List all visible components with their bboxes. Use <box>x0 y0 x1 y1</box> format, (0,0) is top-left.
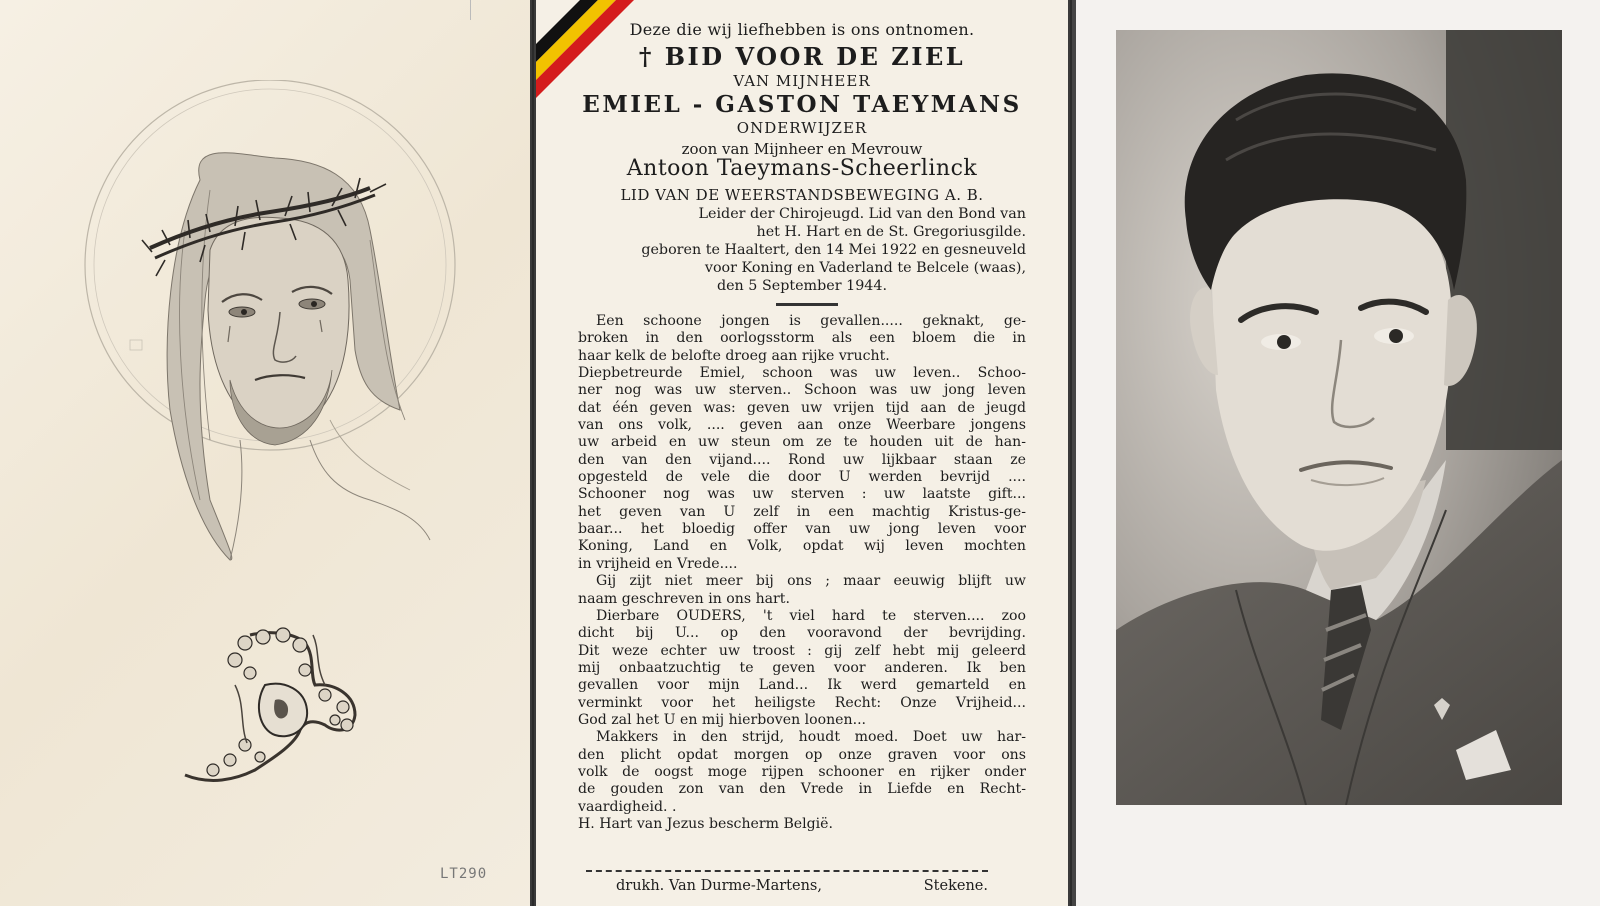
eulogy-line: Makkers in den strijd, houdt moed. Doet uw har- <box>596 729 1026 746</box>
eulogy-line: opgesteld de vele die door U werden bevrijd .... <box>578 469 1026 486</box>
eulogy-line: broken in den oorlogsstorm als een bloem die in <box>578 330 1026 347</box>
bio-line: den 5 September 1944. <box>716 278 888 294</box>
eulogy-line: in vrijheid en Vrede.... <box>578 555 738 572</box>
eulogy-line: Schooner nog was uw sterven : uw laatste gift... <box>578 486 1026 503</box>
printer-city: Stekene. <box>923 878 988 894</box>
printer-name: drukh. Van Durme-Martens, <box>616 878 822 894</box>
eulogy-line: den van den vijand.... Rond uw lijkbaar staan ze <box>578 451 1026 468</box>
young-man-portrait <box>1116 30 1562 805</box>
son-of-line: zoon van Mijnheer en Mevrouw <box>681 140 923 158</box>
eulogy-line: dat één geven was: geven uw vrijen tijd aan de jeugd <box>578 399 1026 416</box>
eulogy-line: het geven van U zelf in een machtig Kristus-ge- <box>578 503 1026 520</box>
deceased-name: EMIEL - GASTON TAEYMANS <box>582 91 1022 118</box>
eulogy-text <box>578 313 1026 833</box>
prayer-heading: † BID VOOR DE ZIEL <box>638 42 966 71</box>
eulogy-line: vaardigheid. . <box>578 798 677 815</box>
eulogy-line: ner nog was uw sterven.. Schoon was uw jong leven <box>578 382 1026 399</box>
portrait-photograph <box>1116 30 1562 805</box>
memorial-text-panel <box>534 0 1070 906</box>
motto-line: Deze die wij liefhebben is ons ontnomen. <box>629 20 975 39</box>
eulogy-line: baar... het bloedig offer van uw jong leven voor <box>578 521 1026 538</box>
eulogy-line: van ons volk, .... geven aan onze Weerbare jongens <box>578 417 1026 434</box>
eulogy-line: Dierbare OUDERS, 't viel hard te sterven.... zoo <box>596 607 1026 624</box>
bio-line: het H. Hart en de St. Gregoriusgilde. <box>756 224 1026 240</box>
eulogy-line: uw arbeid en uw steun om ze te houden uit de han- <box>578 434 1026 451</box>
eulogy-line: volk de oogst moge rijpen schooner en rijker onder <box>578 763 1026 780</box>
resistance-membership: LID VAN DE WEERSTANDSBEWEGING A. B. <box>620 186 984 204</box>
portrait-photo-card <box>1072 0 1600 906</box>
eulogy-line: mij onbaatzuchtig te geven voor anderen. Ik ben <box>578 659 1026 676</box>
eulogy-line: dicht bij U... op den vooravond der bevrijding. <box>578 625 1026 642</box>
eulogy-line: Een schoone jongen is gevallen..... geknakt, ge- <box>596 313 1026 329</box>
dashed-divider <box>586 870 988 872</box>
eulogy-line: Gij zijt niet meer bij ons ; maar eeuwig blijft uw <box>596 573 1026 590</box>
fold-line <box>470 0 471 20</box>
bio-line: Leider der Chirojeugd. Lid van den Bond van <box>698 206 1026 222</box>
eulogy-line: verminkt voor het heiligste Recht: Onze Vrijheid... <box>578 694 1026 711</box>
eulogy-line: Diepbetreurde Emiel, schoon was uw leven.. Schoo- <box>578 365 1026 382</box>
parents-name: Antoon Taeymans-Scheerlinck <box>626 156 978 181</box>
eulogy-line: H. Hart van Jezus bescherm België. <box>578 815 833 832</box>
eulogy-line: de gouden zon van den Vrede in Liefde en Recht- <box>578 781 1026 798</box>
title-prefix: VAN MIJNHEER <box>733 72 871 90</box>
occupation: ONDERWIJZER <box>736 119 868 137</box>
eulogy-line: den plicht opdat morgen op onze graven voor ons <box>578 746 1026 763</box>
catalog-mark: LT290 <box>440 866 488 882</box>
biography-block <box>578 205 1026 295</box>
bio-line: geboren te Haaltert, den 14 Mei 1922 en gesneuveld <box>641 242 1026 258</box>
printer-imprint <box>616 878 988 894</box>
eulogy-line: Koning, Land en Volk, opdat wij leven mochten <box>578 538 1026 555</box>
eulogy-line: gevallen voor mijn Land... Ik werd gemarteld en <box>578 677 1026 694</box>
divider-rule <box>776 303 838 306</box>
devotional-image-panel <box>0 0 532 906</box>
eulogy-line: Dit weze echter uw troost : gij zelf hebt mij geleerd <box>578 642 1026 659</box>
eulogy-line: haar kelk de belofte droeg aan rijke vrucht. <box>578 347 890 364</box>
christ-crown-of-thorns-illustration <box>70 80 460 570</box>
eulogy-line: God zal het U en mij hierboven loonen... <box>578 711 867 728</box>
lily-of-the-valley-cross-ornament <box>175 625 375 795</box>
bio-line: voor Koning en Vaderland te Belcele (waas), <box>704 260 1026 276</box>
eulogy-line: naam geschreven in ons hart. <box>578 590 790 607</box>
